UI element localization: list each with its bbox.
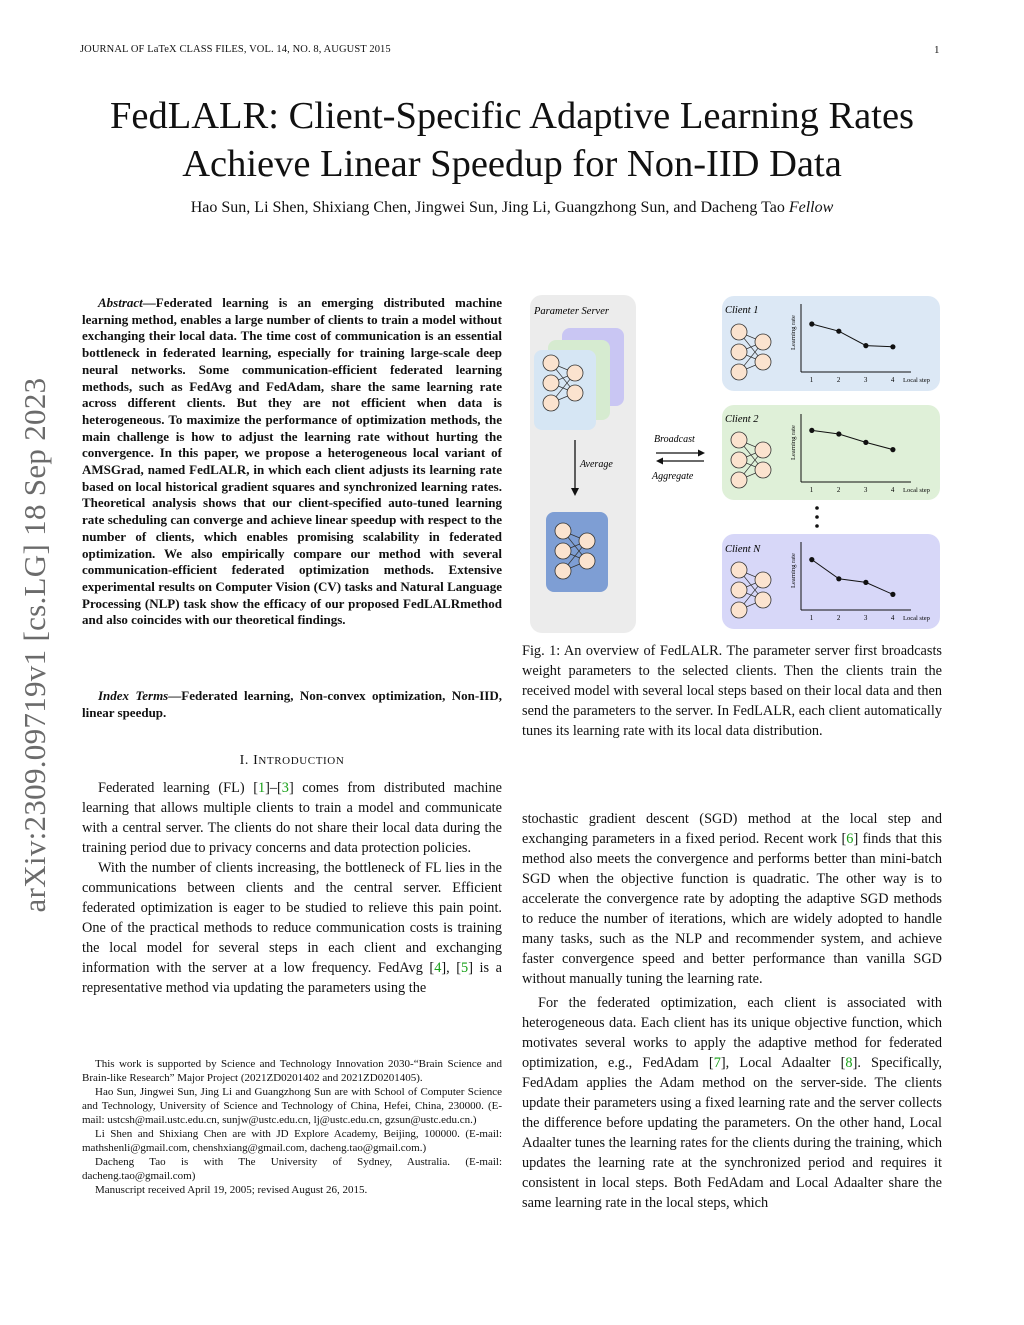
net-node	[731, 344, 747, 360]
data-point	[890, 344, 895, 349]
footnote-affiliation-jd: Li Shen and Shixiang Chen are with JD Explore Academy, Beijing, 100000. (E-mail: mathshenli@gmail.com, chenshxiang@gmail.com, dacheng.tao@gmail.com.)	[82, 1128, 502, 1154]
ellipsis-dot	[815, 524, 819, 528]
arxiv-identifier: arXiv:2309.09719v1 [cs.LG] 18 Sep 2023	[17, 377, 52, 913]
ellipsis-dot	[815, 515, 819, 519]
x-axis-label: Local step	[903, 377, 930, 384]
net-node	[755, 354, 771, 370]
x-tick-label: 2	[836, 486, 841, 494]
footnotes	[82, 1057, 502, 1197]
net-node	[579, 553, 595, 569]
author-list	[60, 199, 964, 217]
data-point	[890, 447, 895, 452]
right-paragraph-2	[522, 993, 942, 1213]
data-point	[890, 592, 895, 597]
net-node	[567, 365, 583, 381]
right-column-body	[522, 809, 942, 1213]
right-p1-text-a: stochastic gradient descent (SGD) method at the local step and exchanging parameters in a fixed period. Recent work [	[522, 811, 942, 847]
data-point	[809, 321, 814, 326]
intro-paragraph-2	[82, 858, 502, 998]
abstract	[82, 295, 502, 629]
citation-link[interactable]: 1	[257, 780, 266, 796]
right-p1-text-b: ] finds that this method also meets the convergence and performs better than mini-batch SGD when the objective function is quadratic. The other way is to accelerate the convergence rate by adopting the adaptive SGD methods to reduce the number of iterations, which are widely adopted to handle many tasks, such as the NLP and recommender system, and achieve faster convergence speed and better performance than vanilla SGD without manually tuning the learning rate.	[522, 831, 942, 987]
intro-p1-text-b: ]–[	[265, 780, 282, 796]
client-n-label: Client N	[725, 544, 761, 555]
figure-caption: Fig. 1: An overview of FedLALR. The parameter server first broadcasts weight parameters to the selected clients. Then the clients train the received model with several local steps based on their local data and then send the parameters to the server. In FedLALR, each client automatically tunes its learning rate with its local data distribution.	[522, 643, 942, 739]
intro-p2-text-b: ], [	[441, 960, 462, 976]
x-tick-label: 3	[863, 376, 868, 384]
intro-p2-text-c: ] is a representative method via updating the parameters using the	[82, 960, 503, 996]
aggregate-arrowhead	[656, 458, 663, 465]
net-node	[755, 334, 771, 350]
net-node	[731, 602, 747, 618]
aggregate-label: Aggregate	[652, 471, 694, 482]
introduction-body	[82, 778, 502, 998]
x-tick-label: 3	[863, 614, 868, 622]
running-header: JOURNAL OF LaTeX CLASS FILES, VOL. 14, NO. 8, AUGUST 2015	[80, 44, 391, 55]
net-node	[755, 592, 771, 608]
author-names: Hao Sun, Li Shen, Shixiang Chen, Jingwei Sun, Jing Li, Guangzhong Sun, and Dacheng Tao	[190, 199, 785, 216]
title-line-1: FedLALR: Client-Specific Adaptive Learning Rates	[109, 95, 915, 137]
index-terms-label: Index Terms	[98, 688, 169, 703]
data-point	[836, 431, 841, 436]
x-axis-label: Local step	[903, 487, 930, 494]
right-p2-text-c: ]. Specifically, FedAdam applies the Adam method on the server-side. The clients update their parameters using a fixed learning rate and the server collects the difference before updating the parameters. On the other hand, Local Adaalter tunes the learning rates for the clients during the training, which updates the learning rate at the synchronized period and requires it consistent in local steps. Both FedAdam and Local Adaalter share the same learning rate in the local steps, which	[522, 1055, 942, 1211]
server-label: Parameter Server	[534, 306, 609, 317]
author-fellow: Fellow	[788, 199, 834, 216]
broadcast-arrowhead	[698, 450, 705, 457]
section-number: I.	[239, 753, 249, 768]
page-number: 1	[934, 44, 940, 56]
footnote-affiliation-sydney: Dacheng Tao is with The University of Sydney, Australia. (E-mail: dacheng.tao@gmail.com)	[82, 1156, 502, 1182]
net-node	[543, 355, 559, 371]
right-p2-text-b: ], Local Adaalter [	[720, 1055, 846, 1071]
x-tick-label: 4	[890, 376, 895, 384]
net-node	[755, 462, 771, 478]
abstract-text: —Federated learning is an emerging distributed machine learning method, enables a large number of clients to train a model without exchanging their local data. The time cost of communication is an essential bottleneck in federated learning, especially for training large-scale deep neural networks. Some communication-efficient federated learning methods, such as FedAvg and FedAdam, share the same learning rate across different clients. But they are not efficient when data is heterogeneous. To maximize the performance of optimization methods, the main challenge is how to adjust the learning rate without hurting the convergence. In this paper, we propose a heterogeneous local variant of AMSGrad, named FedLALR, in which each client adjusts its learning rate based on local historical gradient squares and synchronized learning rates. Theoretical analysis shows that our client-specified auto-tuned learning rate scheduling can converge and achieve linear speedup with respect to the number of clients, which enables promising scalability in federated optimization. We also empirically compare our method with several communication-efficient federated optimization methods. Extensive experimental results on Computer Vision (CV) tasks and Natural Language Processing (NLP) task show the efficacy of our proposed FedLALRmethod and also coincides with our theoretical findings.	[82, 295, 502, 628]
index-terms-text: —Federated learning, Non-convex optimization, Non-IID, linear speedup.	[82, 688, 502, 720]
average-label: Average	[580, 459, 613, 470]
data-point	[863, 580, 868, 585]
net-node	[731, 582, 747, 598]
section-heading-introduction	[82, 753, 502, 769]
net-node	[755, 572, 771, 588]
paper-title	[60, 92, 964, 188]
figure-overview	[522, 290, 946, 635]
net-node	[555, 563, 571, 579]
net-node	[755, 442, 771, 458]
right-p2-text-a: For the federated optimization, each client is associated with heterogeneous data. Each client has its unique objective function, which motivates several works to apply the adaptive method for federated optimization, e.g., FedAdam [	[522, 995, 942, 1071]
footnote-funding: This work is supported by Science and Technology Innovation 2030-“Brain Science and Brain-like Research” Major Project (2021ZD0201402 and 2021ZD0201405).	[82, 1058, 502, 1084]
net-node	[543, 395, 559, 411]
abstract-label: Abstract	[98, 295, 143, 310]
net-node	[543, 375, 559, 391]
data-point	[809, 428, 814, 433]
intro-p1-text-c: ] comes from distributed machine learning that allows multiple clients to train a model and communicate with a central server. The clients do not share their local data during the training period due to privacy concerns and data protection policies.	[82, 780, 502, 856]
y-axis-label: Learning rate	[790, 315, 797, 350]
data-point	[836, 329, 841, 334]
section-title-first: I	[253, 753, 259, 768]
x-tick-label: 1	[809, 614, 814, 622]
net-node	[731, 432, 747, 448]
section-title-rest: NTRODUCTION	[258, 755, 345, 767]
data-point	[836, 576, 841, 581]
intro-p2-text-a: With the number of clients increasing, the bottleneck of FL lies in the communications between clients and the central server. Efficient federated optimization is eager to be studied to relieve this pain point. One of the practical methods to reduce communication costs is training the local model for several steps in each client and exchanging information with the server at a low frequency. FedAvg [	[82, 860, 502, 976]
citation-link[interactable]: 5	[461, 960, 469, 976]
net-node	[555, 523, 571, 539]
citation-link[interactable]: 3	[281, 780, 289, 796]
figure-canvas	[522, 290, 946, 635]
arxiv-stamp	[10, 340, 60, 950]
x-tick-label: 2	[836, 376, 841, 384]
intro-paragraph-1	[82, 778, 502, 858]
citation-link[interactable]: 4	[434, 960, 442, 976]
x-tick-label: 1	[809, 486, 814, 494]
data-point	[863, 343, 868, 348]
net-node	[579, 533, 595, 549]
citation-link[interactable]: 8	[845, 1055, 853, 1071]
ellipsis-dot	[815, 506, 819, 510]
citation-link[interactable]: 7	[713, 1055, 721, 1071]
client-1-label: Client 1	[725, 305, 759, 316]
net-node	[731, 364, 747, 380]
y-axis-label: Learning rate	[790, 425, 797, 460]
x-tick-label: 2	[836, 614, 841, 622]
data-point	[863, 440, 868, 445]
footnote-affiliation-ustc: Hao Sun, Jingwei Sun, Jing Li and Guangzhong Sun are with School of Computer Science and Technology, University of Science and Technology of China, Hefei, China, 230000. (E-mail: ustcsh@mail.ustc.edu.cn, sunjw@ustc.edu.cn, lj@ustc.edu.cn, gzsun@ustc.edu.cn.)	[82, 1086, 502, 1126]
net-node	[567, 385, 583, 401]
net-node	[731, 562, 747, 578]
index-terms	[82, 688, 502, 721]
broadcast-label: Broadcast	[654, 434, 695, 445]
net-node	[731, 472, 747, 488]
x-tick-label: 1	[809, 376, 814, 384]
right-paragraph-1	[522, 809, 942, 989]
net-node	[555, 543, 571, 559]
y-axis-label: Learning rate	[790, 553, 797, 588]
x-axis-label: Local step	[903, 615, 930, 622]
intro-p1-text-a: Federated learning (FL) [	[98, 780, 258, 796]
x-tick-label: 4	[890, 486, 895, 494]
net-node	[731, 452, 747, 468]
citation-link[interactable]: 6	[846, 831, 854, 847]
x-tick-label: 3	[863, 486, 868, 494]
footnote-manuscript: Manuscript received April 19, 2005; revised August 26, 2015.	[95, 1184, 368, 1196]
client-2-label: Client 2	[725, 414, 759, 425]
net-node	[731, 324, 747, 340]
title-line-2: Achieve Linear Speedup for Non-IID Data	[182, 143, 842, 185]
data-point	[809, 557, 814, 562]
x-tick-label: 4	[890, 614, 895, 622]
